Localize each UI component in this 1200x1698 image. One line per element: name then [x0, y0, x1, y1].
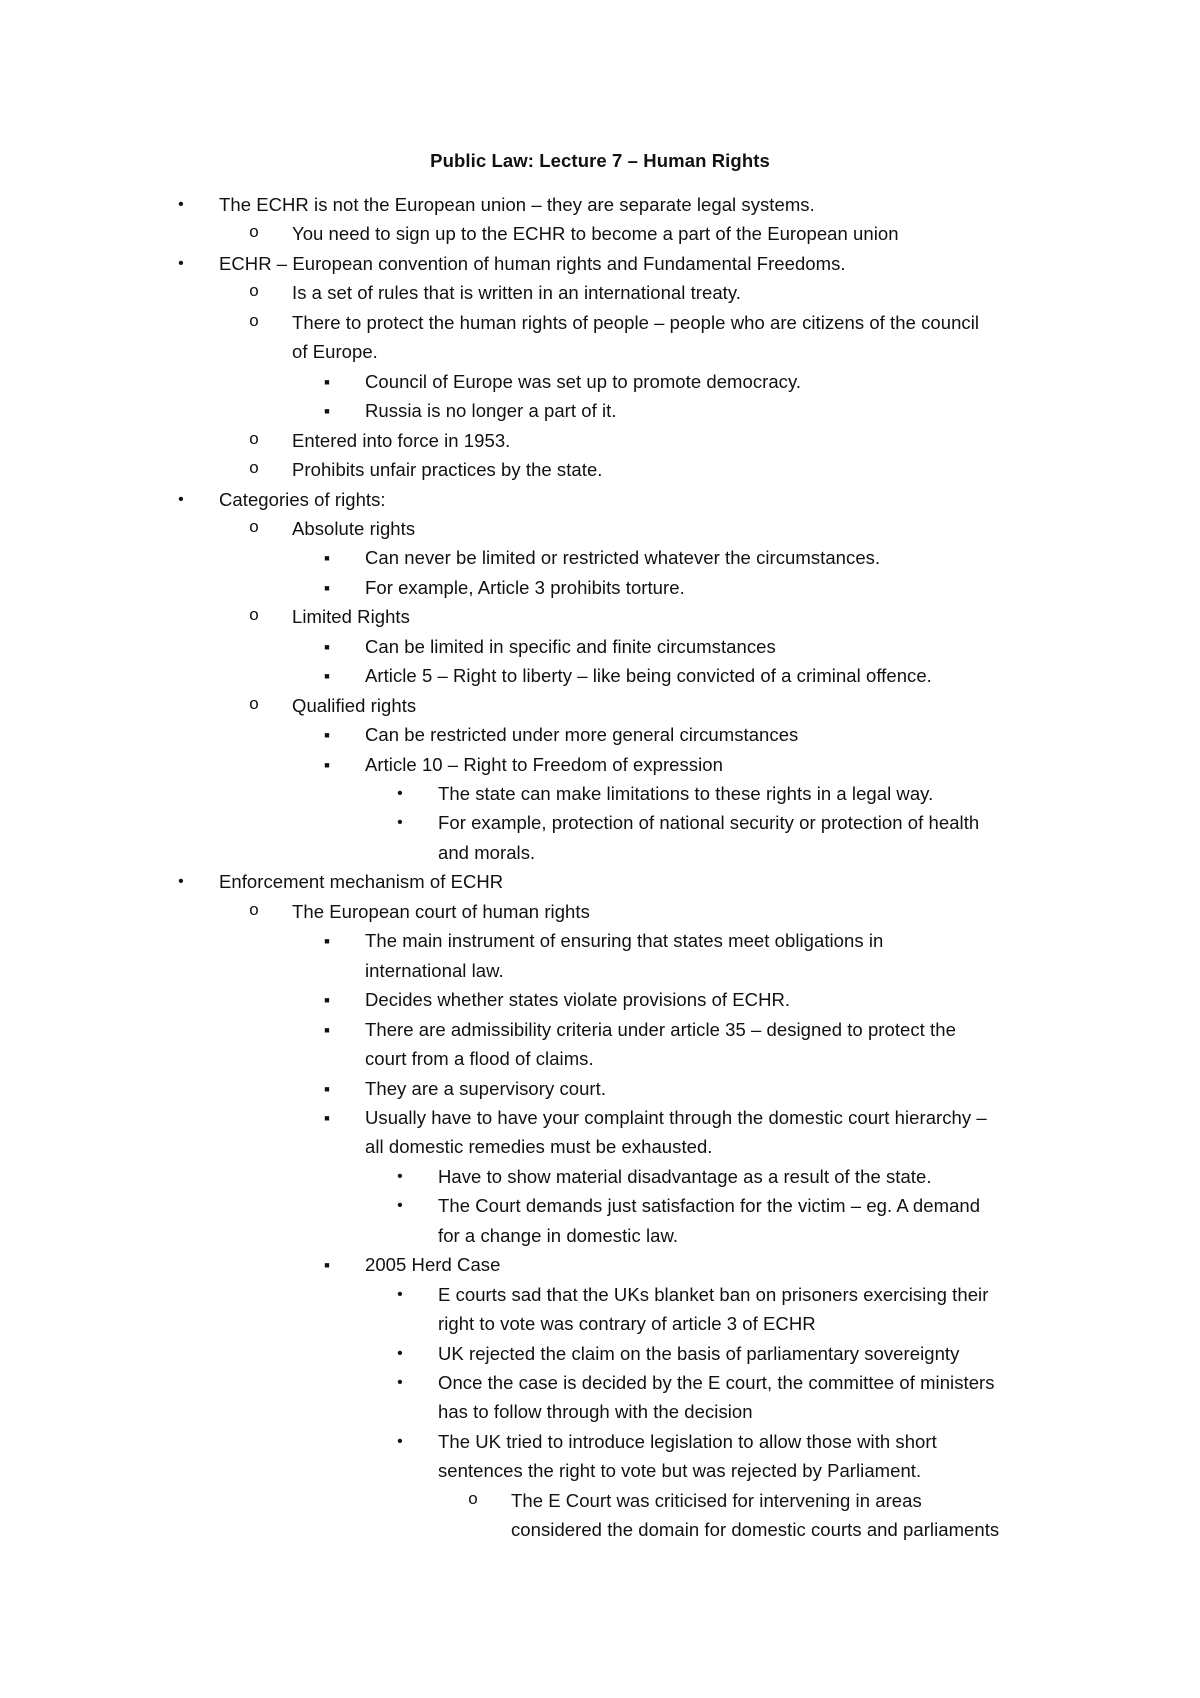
list-item — [0, 750, 1200, 780]
bullet-disc-icon: • — [178, 873, 184, 891]
list-item-text: Can be restricted under more general circumstances — [365, 724, 799, 746]
bullet-circle-icon: o — [248, 607, 260, 627]
list-item — [0, 1132, 1200, 1162]
list-item-text: for a change in domestic law. — [438, 1224, 679, 1246]
list-item — [0, 367, 1200, 397]
list-item — [0, 249, 1200, 279]
list-item — [0, 838, 1200, 868]
list-item-text: Once the case is decided by the E court, the committee of ministers — [438, 1372, 995, 1393]
bullet-disc-icon: • — [397, 814, 403, 832]
list-item — [0, 1486, 1200, 1516]
list-item-text: For example, Article 3 prohibits torture. — [365, 576, 685, 598]
list-item — [0, 897, 1200, 927]
bullet-disc-icon: • — [178, 254, 184, 272]
bullet-circle-icon: o — [248, 283, 260, 303]
list-item — [0, 1221, 1200, 1251]
list-item — [0, 1427, 1200, 1457]
list-item-text: UK rejected the claim on the basis of parliamentary sovereignty — [438, 1342, 960, 1364]
list-item — [0, 1456, 1200, 1486]
list-item — [0, 779, 1200, 809]
list-item-text: Limited Rights — [292, 606, 410, 628]
list-item-text: There are admissibility criteria under article 35 – designed to protect the — [365, 1018, 956, 1040]
list-item-text: Prohibits unfair practices by the state. — [292, 459, 603, 481]
bullet-square-icon: ■ — [324, 641, 330, 652]
bullet-disc-icon: • — [397, 1167, 403, 1185]
list-item-text: Categories of rights: — [219, 488, 386, 510]
list-item — [0, 1103, 1200, 1133]
list-item-text: The UK tried to introduce legislation to allow those with short — [438, 1430, 937, 1452]
list-item-text: of Europe. — [292, 341, 378, 363]
list-item-text: The European court of human rights — [292, 900, 590, 922]
list-item-text: and morals. — [438, 841, 536, 863]
bullet-circle-icon: o — [248, 460, 260, 480]
list-item-text: considered the domain for domestic courts and parliaments — [511, 1519, 1000, 1541]
bullet-square-icon: ■ — [324, 1112, 330, 1123]
bullet-square-icon: ■ — [324, 1260, 330, 1271]
list-item — [0, 543, 1200, 573]
list-item-text: 2005 Herd Case — [365, 1254, 501, 1276]
list-item — [0, 573, 1200, 603]
list-item-text: sentences the right to vote but was rejected by Parliament. — [438, 1460, 922, 1482]
bullet-square-icon: ■ — [324, 1083, 330, 1094]
list-item-text: ECHR – European convention of human rights and Fundamental Freedoms. — [219, 252, 846, 274]
list-item — [0, 720, 1200, 750]
bullet-disc-icon: • — [178, 490, 184, 508]
bullet-disc-icon: • — [397, 1374, 403, 1391]
bullet-square-icon: ■ — [324, 553, 330, 564]
list-item — [0, 190, 1200, 220]
list-item — [0, 691, 1200, 721]
bullet-square-icon: ■ — [324, 406, 330, 417]
list-item — [0, 1397, 1200, 1427]
bullet-circle-icon: o — [248, 695, 260, 715]
list-item — [0, 1191, 1200, 1221]
list-item-text: You need to sign up to the ECHR to become a part of the European union — [292, 223, 899, 245]
bullet-square-icon: ■ — [324, 376, 330, 387]
list-item-text: They are a supervisory court. — [365, 1077, 607, 1099]
list-item-text: Is a set of rules that is written in an international treaty. — [292, 282, 741, 304]
list-item — [0, 867, 1200, 897]
list-item — [0, 1015, 1200, 1045]
list-item-text: Entered into force in 1953. — [292, 429, 511, 451]
bullet-square-icon: ■ — [324, 1024, 330, 1035]
bullet-square-icon: ■ — [324, 759, 330, 770]
list-item-text: Russia is no longer a part of it. — [365, 400, 617, 422]
bullet-circle-icon: o — [248, 901, 260, 921]
list-item — [0, 632, 1200, 662]
bullet-circle-icon: o — [248, 224, 260, 244]
list-item — [0, 396, 1200, 426]
bullet-disc-icon: • — [397, 1344, 403, 1362]
list-item-text: Can be limited in specific and finite circumstances — [365, 635, 776, 657]
list-item — [0, 1044, 1200, 1074]
list-item-text: Enforcement mechanism of ECHR — [219, 871, 504, 893]
list-item-text: For example, protection of national security or protection of health — [438, 812, 980, 834]
list-item-text: has to follow through with the decision — [438, 1401, 753, 1423]
bullet-square-icon: ■ — [324, 671, 330, 682]
bullet-disc-icon: • — [397, 1432, 403, 1450]
list-item — [0, 1074, 1200, 1104]
list-item — [0, 1339, 1200, 1369]
list-item — [0, 426, 1200, 456]
list-item — [0, 1309, 1200, 1339]
list-item-text: The Court demands just satisfaction for the victim – eg. A demand — [438, 1195, 981, 1217]
list-item-text: all domestic remedies must be exhausted. — [365, 1136, 713, 1158]
list-item — [0, 308, 1200, 338]
list-item — [0, 455, 1200, 485]
list-item — [0, 1368, 1200, 1398]
list-item-text: Article 10 – Right to Freedom of expression — [365, 753, 723, 775]
bullet-square-icon: ■ — [324, 936, 330, 947]
bullet-circle-icon: o — [248, 518, 260, 538]
list-item — [0, 1280, 1200, 1310]
list-item — [0, 278, 1200, 308]
bullet-disc-icon: • — [397, 785, 403, 802]
list-item-text: right to vote was contrary of article 3 of ECHR — [438, 1313, 816, 1335]
list-item — [0, 514, 1200, 544]
bullet-disc-icon: • — [397, 1197, 403, 1215]
list-item-text: Have to show material disadvantage as a result of the state. — [438, 1165, 932, 1187]
list-item — [0, 926, 1200, 956]
list-item-text: E courts sad that the UKs blanket ban on prisoners exercising their — [438, 1283, 989, 1305]
list-item-text: Article 5 – Right to liberty – like being convicted of a criminal offence. — [365, 665, 932, 687]
bullet-square-icon: ■ — [324, 730, 330, 741]
list-item — [0, 602, 1200, 632]
list-item-text: The E Court was criticised for intervening in areas — [511, 1489, 922, 1511]
list-item — [0, 1162, 1200, 1192]
list-item — [0, 1250, 1200, 1280]
list-item — [0, 1515, 1200, 1545]
list-item — [0, 337, 1200, 367]
list-item-text: There to protect the human rights of people – people who are citizens of the council — [292, 311, 980, 333]
list-item-text: international law. — [365, 959, 504, 981]
bullet-disc-icon: • — [178, 196, 184, 213]
bullet-disc-icon: • — [397, 1285, 403, 1303]
list-item-text: The ECHR is not the European union – they are separate legal systems. — [219, 194, 815, 215]
list-item-text: The state can make limitations to these rights in a legal way. — [438, 783, 934, 804]
list-item-text: Can never be limited or restricted whatever the circumstances. — [365, 547, 881, 569]
list-item — [0, 661, 1200, 691]
list-item-text: Decides whether states violate provisions of ECHR. — [365, 989, 791, 1011]
list-item — [0, 219, 1200, 249]
list-item — [0, 808, 1200, 838]
list-item-text: Council of Europe was set up to promote democracy. — [365, 370, 802, 392]
list-item-text: The main instrument of ensuring that states meet obligations in — [365, 930, 884, 952]
bullet-square-icon: ■ — [324, 995, 330, 1006]
list-item-text: Qualified rights — [292, 694, 417, 716]
list-item — [0, 956, 1200, 986]
list-item-text: Absolute rights — [292, 517, 416, 539]
list-item-text: Usually have to have your complaint through the domestic court hierarchy – — [365, 1106, 987, 1128]
bullet-circle-icon: o — [248, 312, 260, 332]
list-item — [0, 985, 1200, 1015]
list-item — [0, 485, 1200, 515]
bullet-circle-icon: o — [467, 1490, 479, 1510]
document-title: Public Law: Lecture 7 – Human Rights — [430, 150, 770, 171]
list-item-text: court from a flood of claims. — [365, 1048, 594, 1070]
bullet-square-icon: ■ — [324, 582, 330, 593]
bullet-circle-icon: o — [248, 430, 260, 450]
